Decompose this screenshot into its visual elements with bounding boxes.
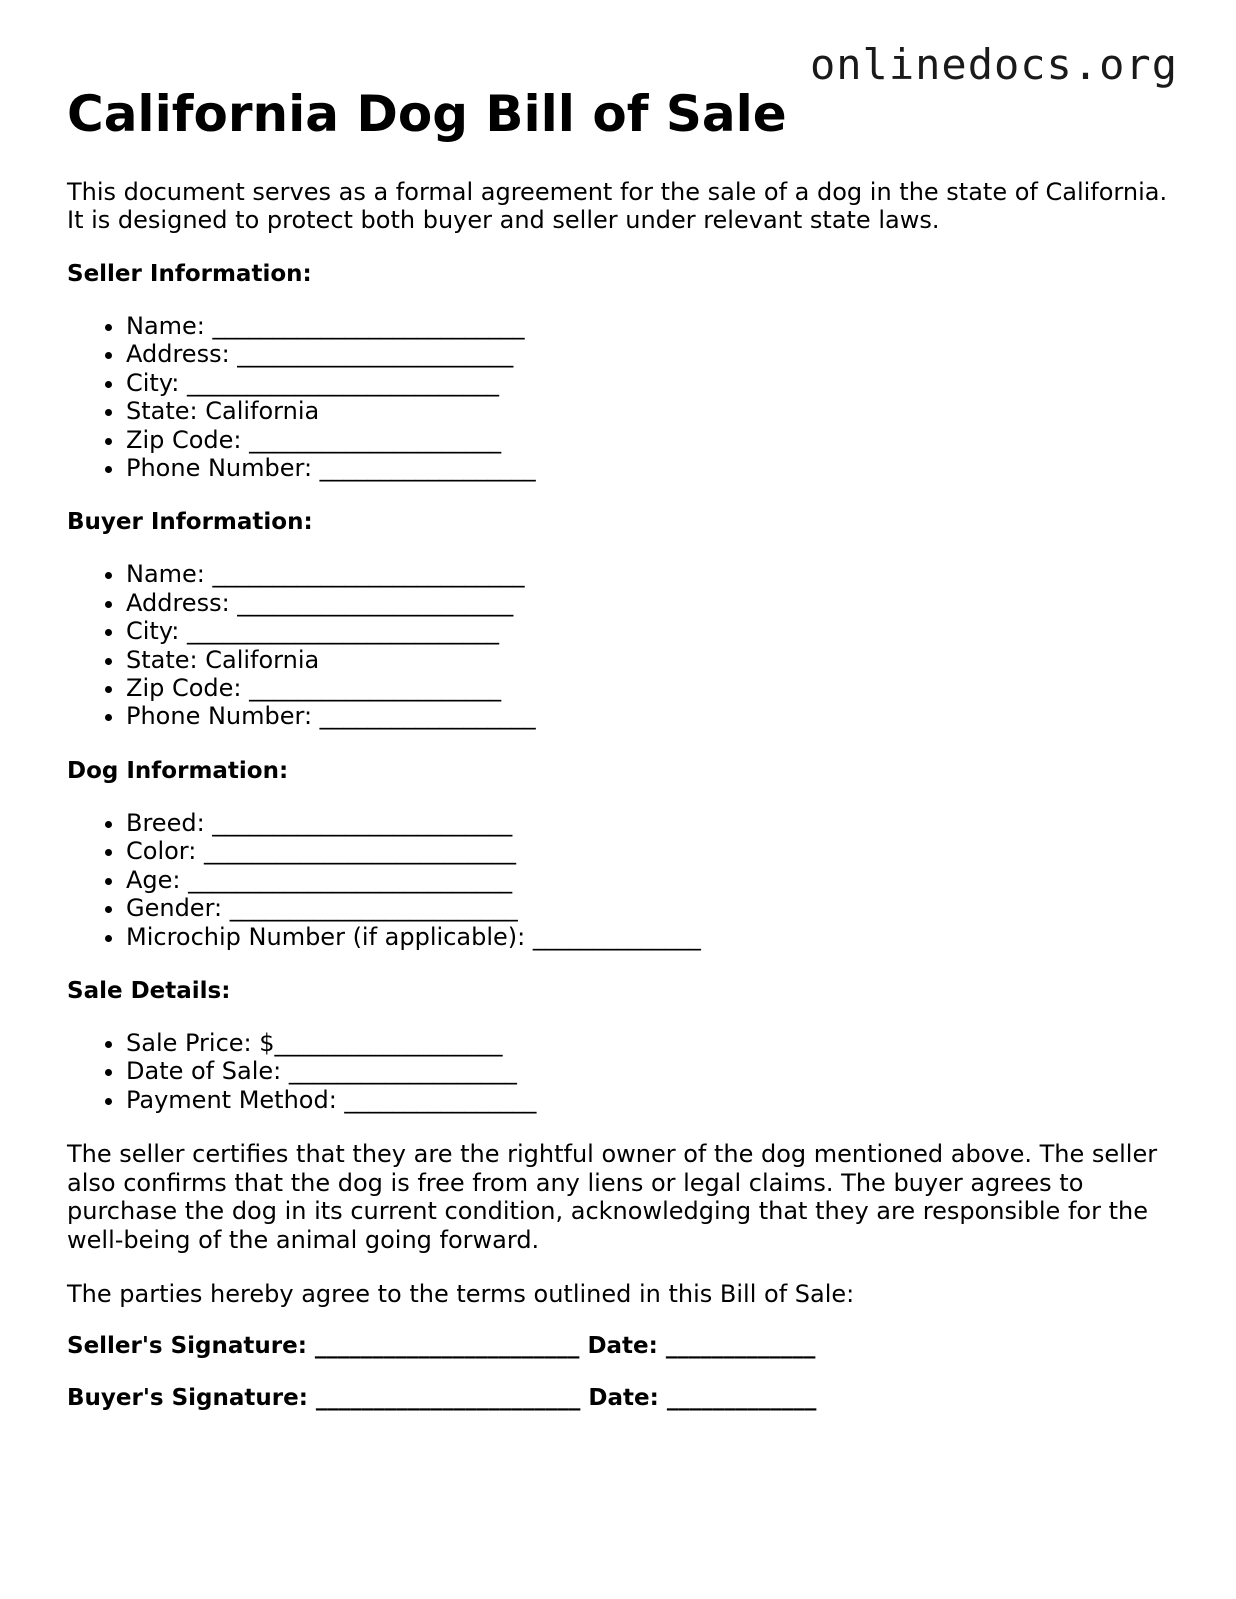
page-title: California Dog Bill of Sale	[67, 85, 787, 143]
buyer-state-field: • State: California	[126, 646, 1177, 674]
buyer-phone-field: • Phone Number: __________________	[126, 702, 1177, 730]
dog-heading: Dog Information:	[67, 757, 289, 784]
buyer-address-field: • Address: _______________________	[126, 589, 1177, 617]
seller-state-field: • State: California	[126, 397, 1177, 425]
buyer-city-field: • City: __________________________	[126, 617, 1177, 645]
document-page	[67, 80, 1177, 1413]
buyer-list	[67, 560, 1177, 730]
payment-method-field: • Payment Method: ________________	[126, 1086, 1177, 1114]
seller-signature-line: Seller's Signature: _______________________ Date: _____________	[67, 1332, 816, 1359]
certification-paragraph: The seller certifies that they are the rightful owner of the dog mentioned above. The seller also confirms that the dog is free from any liens or legal claims. The buyer agrees to purchase the dog in its current condition, acknowledging that they are responsible for the well-being of the animal going forward.	[67, 1140, 1158, 1254]
dog-color-field: • Color: __________________________	[126, 837, 1177, 865]
buyer-zip-field: • Zip Code: _____________________	[126, 674, 1177, 702]
dog-breed-field: • Breed: _________________________	[126, 809, 1177, 837]
sale-date-field: • Date of Sale: ___________________	[126, 1057, 1177, 1085]
dog-gender-field: • Gender: ________________________	[126, 894, 1177, 922]
watermark: onlinedocs.org	[809, 40, 1178, 89]
agreement-paragraph: The parties hereby agree to the terms outlined in this Bill of Sale:	[67, 1280, 855, 1309]
seller-list	[67, 312, 1177, 482]
buyer-signature-line: Buyer's Signature: _______________________ Date: _____________	[67, 1384, 817, 1411]
seller-phone-field: • Phone Number: __________________	[126, 454, 1177, 482]
intro-paragraph: This document serves as a formal agreement for the sale of a dog in the state of California. It is designed to protect both buyer and seller under relevant state laws.	[67, 178, 1168, 234]
sale-list	[67, 1029, 1177, 1114]
seller-heading: Seller Information:	[67, 261, 312, 287]
dog-age-field: • Age: ___________________________	[126, 866, 1177, 894]
buyer-heading: Buyer Information:	[67, 509, 313, 536]
dog-list	[67, 809, 1177, 951]
sale-heading: Sale Details:	[67, 977, 231, 1004]
seller-name-field: • Name: __________________________	[126, 312, 1177, 340]
buyer-name-field: • Name: __________________________	[126, 560, 1177, 588]
dog-microchip-field: • Microchip Number (if applicable): ______________	[126, 923, 1177, 951]
seller-city-field: • City: __________________________	[126, 369, 1177, 397]
seller-address-field: • Address: _______________________	[126, 340, 1177, 368]
sale-price-field: • Sale Price: $___________________	[126, 1029, 1177, 1057]
seller-zip-field: • Zip Code: _____________________	[126, 426, 1177, 454]
